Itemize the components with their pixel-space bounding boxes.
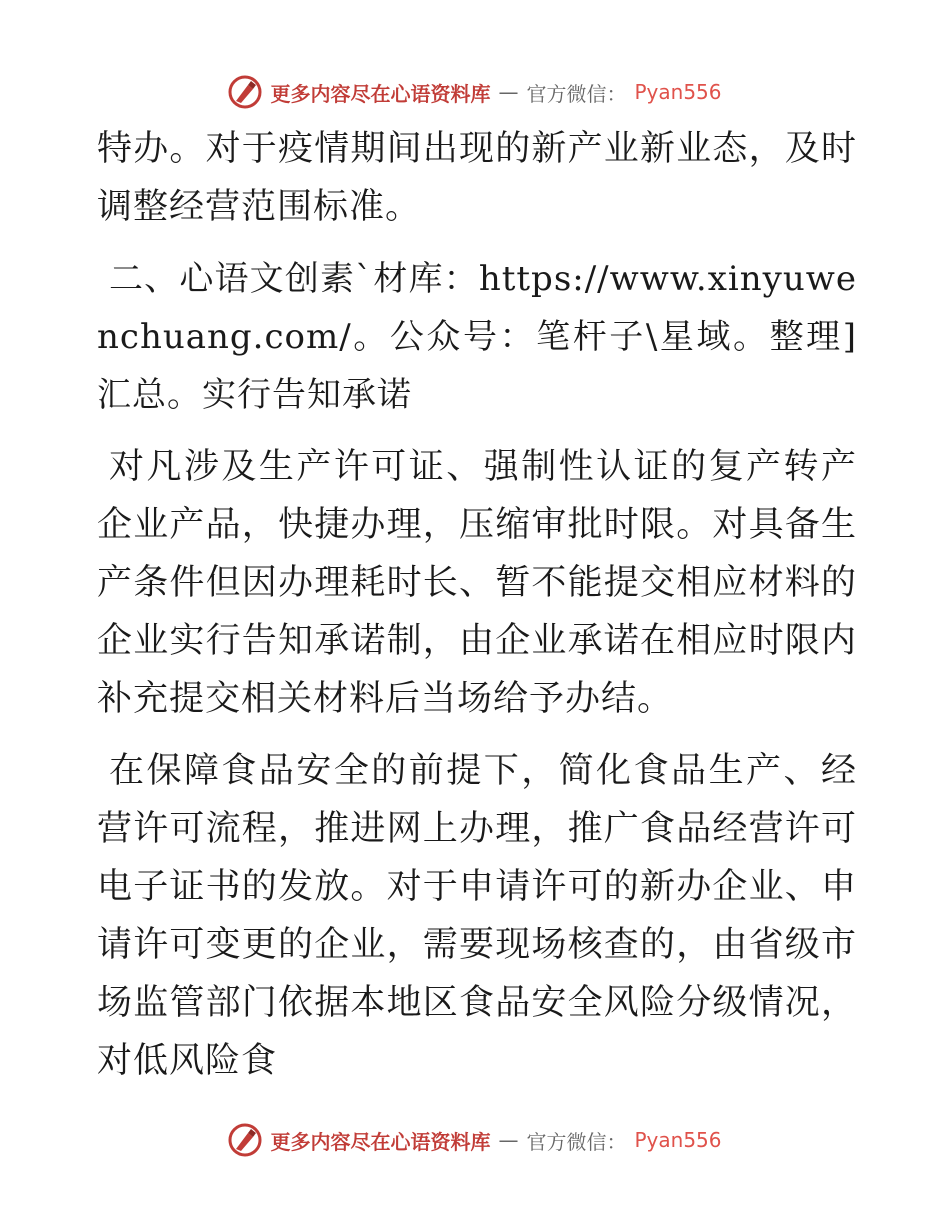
paragraph-3: 对凡涉及生产许可证、强制性认证的复产转产企业产品，快捷办理，压缩审批时限。对具备生产条件但因办理耗时长、暂不能提交相应材料的企业实行告知承诺制，由企业承诺在相应时限内补充提交相关材料后当场给予办结。 bbox=[97, 447, 857, 719]
paragraph-2: 二、心语文创素`材库：https://www.xinyuwenchuang.com/。公众号：笔杆子\星域。整理]汇总。实行告知承诺 bbox=[97, 259, 857, 415]
document-body bbox=[97, 120, 857, 1104]
banner-main-text: 更多内容尽在心语资料库 bbox=[270, 1129, 491, 1154]
header-banner bbox=[0, 70, 950, 114]
pen-circle-icon bbox=[228, 1123, 262, 1157]
banner-main-text: 更多内容尽在心语资料库 bbox=[270, 81, 491, 106]
banner-official-label: 官方微信： bbox=[526, 81, 627, 106]
banner-wechat-id: Pyan556 bbox=[634, 80, 722, 104]
banner-official-label: 官方微信： bbox=[526, 1129, 627, 1154]
banner-wechat-id: Pyan556 bbox=[634, 1128, 722, 1152]
pen-circle-icon bbox=[228, 75, 262, 109]
banner-separator: — bbox=[498, 1128, 519, 1152]
paragraph-4: 在保障食品安全的前提下，简化食品生产、经营许可流程，推进网上办理，推广食品经营许可电子证书的发放。对于申请许可的新办企业、申请许可变更的企业，需要现场核查的，由省级市场监管部门依据本地区食品安全风险分级情况，对低风险食 bbox=[97, 751, 857, 1081]
footer-banner bbox=[0, 1118, 950, 1162]
banner-separator: — bbox=[498, 80, 519, 104]
paragraph-1: 特办。对于疫情期间出现的新产业新业态，及时调整经营范围标准。 bbox=[97, 129, 857, 227]
